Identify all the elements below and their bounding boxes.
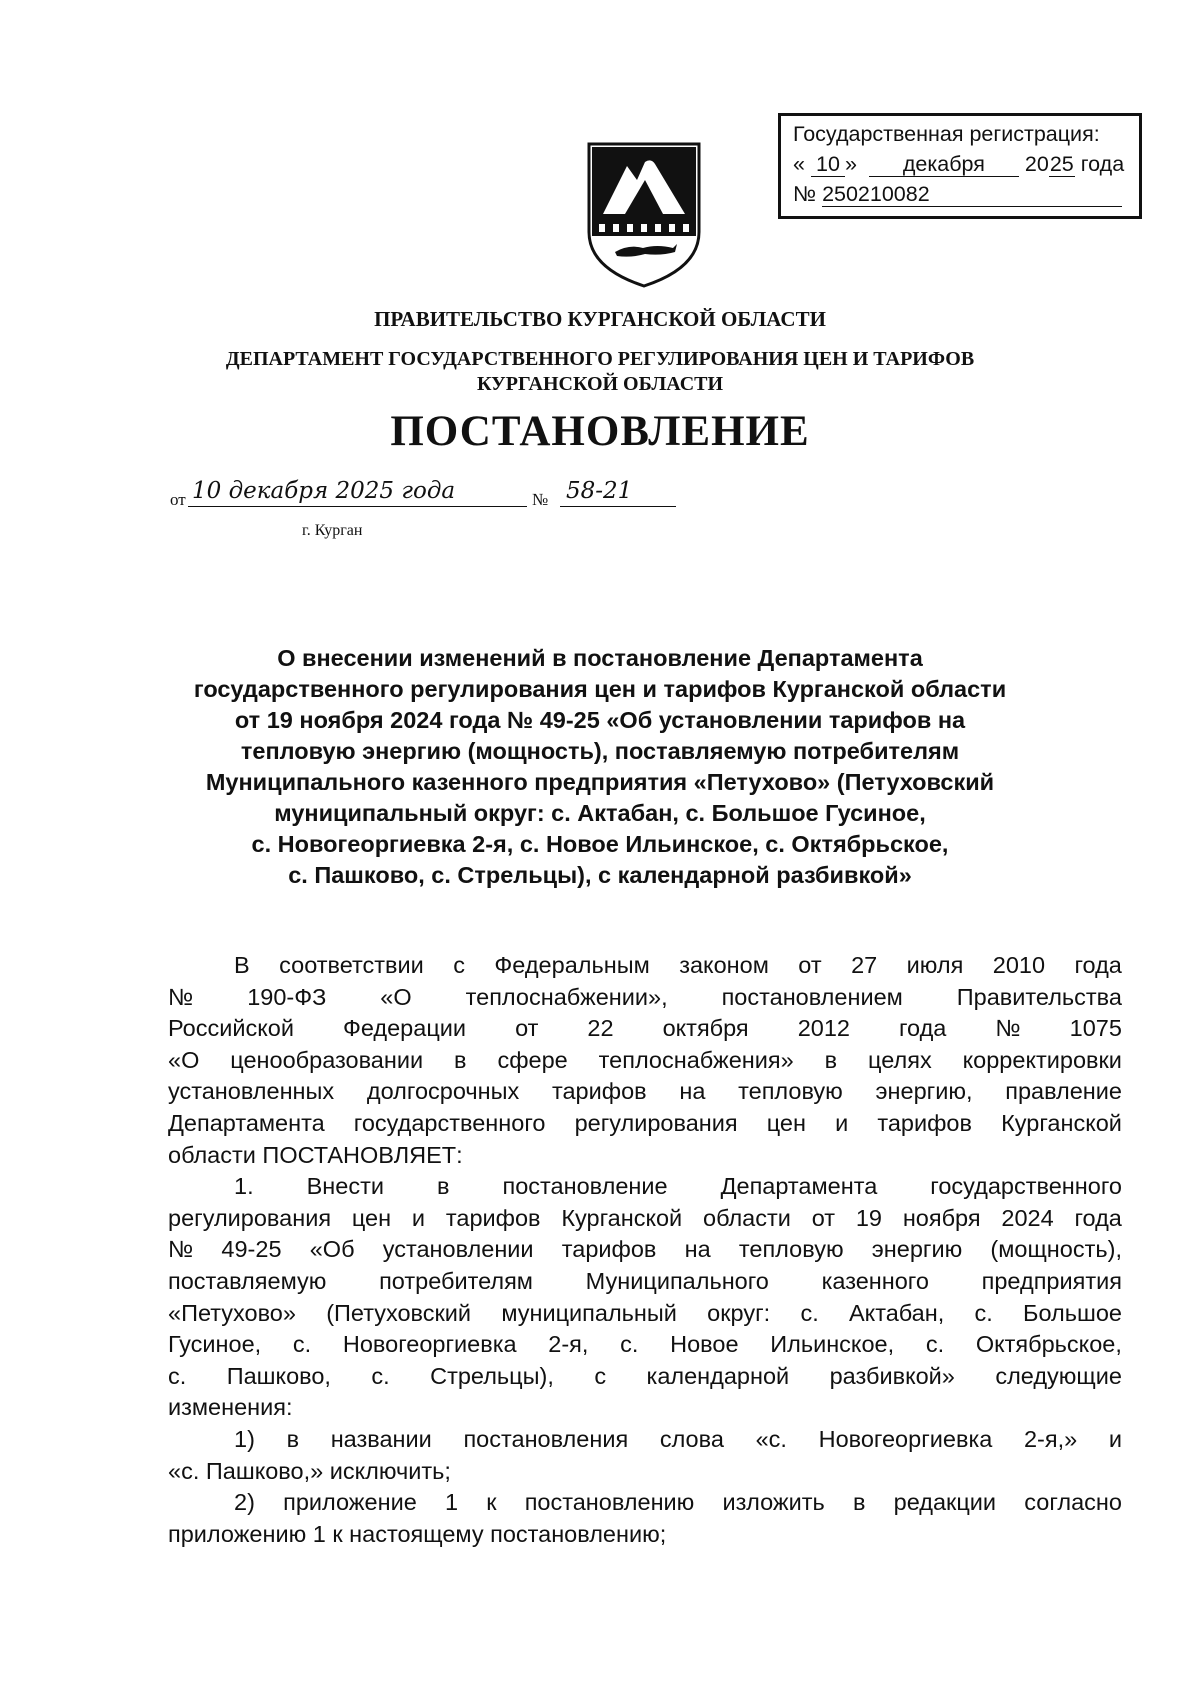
body-word: и — [411, 1204, 426, 1231]
body-word: постановления — [463, 1425, 629, 1452]
body-line: изменения: — [168, 1394, 293, 1421]
body-word: и — [835, 1109, 849, 1136]
body-line — [168, 1234, 1122, 1266]
body-word: Департамента — [168, 1109, 325, 1136]
body-word: государственного — [930, 1173, 1122, 1200]
body-word: цен — [351, 1204, 392, 1231]
body-word: с. — [168, 1362, 187, 1389]
body-line — [168, 1329, 1122, 1361]
body-word: муниципальный — [501, 1299, 677, 1326]
registration-number-label: № — [793, 182, 817, 206]
body-word: № — [995, 1015, 1021, 1042]
title-line: тепловую энергию (мощность), поставляемую потребителям — [240, 738, 960, 764]
body-word: Курганской — [1001, 1109, 1122, 1136]
body-word: 1 — [444, 1489, 459, 1516]
body-line — [168, 1013, 1122, 1045]
date-number-row — [170, 478, 633, 510]
body-word: Октябрьское, — [975, 1331, 1122, 1358]
body-word: 19 — [855, 1204, 882, 1231]
body-word: и — [1108, 1425, 1122, 1452]
body-line: приложению 1 к настоящему постановлению; — [168, 1520, 667, 1547]
body-word: тарифов — [445, 1204, 541, 1231]
body-word: Большое — [1023, 1299, 1122, 1326]
body-word: Новогеоргиевка — [818, 1425, 993, 1452]
body-word: с. — [800, 1299, 819, 1326]
body-word: (мощность), — [990, 1236, 1122, 1263]
registration-number-row — [793, 184, 1122, 207]
body-word: 27 — [851, 952, 878, 978]
coat-of-arms-emblem — [585, 140, 703, 288]
body-word: на — [679, 1078, 706, 1105]
body-word: казенного — [821, 1267, 929, 1294]
body-word: законом — [679, 952, 769, 978]
body-word: года — [1074, 952, 1122, 978]
department-name-line-2: КУРГАНСКОЙ ОБЛАСТИ — [476, 373, 724, 395]
body-word: в — [437, 1173, 450, 1200]
body-word: долгосрочных — [366, 1078, 520, 1105]
body-word: года — [1074, 1204, 1122, 1231]
body-line — [168, 950, 1122, 982]
body-word: 2-я, — [548, 1331, 589, 1358]
body-word: с. — [371, 1362, 390, 1389]
body-word: энергию — [871, 1236, 963, 1263]
body-word: ноября — [902, 1204, 981, 1231]
body-word: Правительства — [956, 983, 1122, 1010]
body-word: от — [515, 1015, 539, 1042]
body-word: на — [684, 1236, 711, 1263]
body-word: ценообразовании — [230, 1046, 424, 1073]
body-word: с — [594, 1362, 607, 1389]
body-word: регулирования — [168, 1204, 332, 1231]
city-name: г. Курган — [302, 522, 363, 539]
title-line: с. Новогеоргиевка 2-я, с. Новое Ильинское, с. Октябрьское, — [251, 831, 949, 857]
body-line — [168, 1045, 1122, 1077]
body-word: «Об — [309, 1236, 355, 1263]
registration-stamp — [778, 113, 1142, 219]
body-word: приложение — [283, 1489, 417, 1516]
body-line — [168, 1298, 1122, 1330]
body-word: сфере — [497, 1046, 568, 1073]
body-word: тепловую — [738, 1078, 843, 1105]
body-word: теплоснабжения» — [598, 1046, 794, 1073]
from-label: от — [170, 490, 186, 509]
body-word: тепловую — [738, 1236, 844, 1263]
body-word: Российской — [168, 1015, 294, 1042]
body-word: Курганской — [561, 1204, 683, 1231]
body-line — [168, 1171, 1122, 1203]
body-word: в — [824, 1046, 838, 1073]
body-word: с — [453, 952, 465, 978]
body-line — [168, 1076, 1122, 1108]
body-word: 2012 — [797, 1015, 850, 1042]
registration-day-close-quote: » — [844, 152, 857, 176]
document-title — [150, 643, 1050, 891]
body-word: «Петухово» — [168, 1299, 296, 1326]
registration-number: 250210082 — [822, 184, 1122, 207]
body-word: 1. — [234, 1173, 254, 1200]
body-word: 2024 — [1001, 1204, 1054, 1231]
body-word: «с. — [755, 1425, 787, 1452]
body-word: слова — [659, 1425, 724, 1452]
body-word: Внести — [306, 1173, 384, 1200]
body-word: корректировки — [962, 1046, 1122, 1073]
body-word: Федеральным — [494, 952, 650, 978]
body-word: Актабан, — [848, 1299, 945, 1326]
body-word: следующие — [995, 1362, 1122, 1389]
body-word: изложить — [722, 1489, 825, 1516]
body-word: тарифов — [551, 1078, 647, 1105]
body-line — [168, 982, 1122, 1014]
body-word: цен — [766, 1109, 806, 1136]
body-word: постановление — [502, 1173, 668, 1200]
body-word: № — [168, 983, 194, 1010]
title-line: муниципальный округ: с. Актабан, с. Большое Гусиное, — [274, 800, 926, 826]
body-word: государственного — [353, 1109, 546, 1136]
body-word: установлении — [382, 1236, 534, 1263]
body-word: № — [168, 1236, 194, 1263]
body-word: поставляемую — [168, 1267, 327, 1294]
body-word: июля — [906, 952, 964, 978]
body-word: 2010 — [992, 952, 1046, 978]
body-word: 2-я,» — [1023, 1425, 1078, 1452]
body-word: с. — [974, 1299, 993, 1326]
body-line — [168, 1424, 1122, 1456]
registration-year-suffix: 25 — [1049, 152, 1074, 176]
body-word: Стрельцы), — [430, 1362, 554, 1389]
body-word: в — [454, 1046, 467, 1073]
body-line — [168, 1108, 1122, 1140]
document-body — [168, 950, 1122, 1550]
body-word: Муниципального — [585, 1267, 769, 1294]
body-line — [168, 1361, 1122, 1393]
body-word: постановлением — [721, 983, 903, 1010]
body-word: 22 — [587, 1015, 614, 1042]
body-word: Департамента — [720, 1173, 878, 1200]
body-word: Ильинское, — [770, 1331, 895, 1358]
registration-day-open-quote: « — [793, 152, 805, 176]
body-word: округ: — [707, 1299, 771, 1326]
body-line — [168, 1203, 1122, 1235]
body-word: Новое — [670, 1331, 739, 1358]
body-word: 2) — [234, 1489, 255, 1516]
body-word: теплоснабжении», — [465, 983, 668, 1010]
registration-year-word: года — [1080, 152, 1125, 176]
body-word: целях — [868, 1046, 932, 1073]
body-word: в — [852, 1489, 866, 1516]
body-word: года — [898, 1015, 947, 1042]
body-word: области — [703, 1204, 791, 1231]
document-type-heading: ПОСТАНОВЛЕНИЕ — [390, 408, 810, 455]
body-word: к — [486, 1489, 497, 1516]
registration-day: 10 — [811, 154, 845, 177]
body-line — [168, 1266, 1122, 1298]
body-word: Новогеоргиевка — [342, 1331, 517, 1358]
title-line: Муниципального казенного предприятия «Петухово» (Петуховский — [205, 769, 995, 795]
body-word: Гусиное, — [168, 1331, 262, 1358]
body-word: соответствии — [279, 952, 424, 978]
body-word: потребителям — [379, 1267, 533, 1294]
body-word: «О — [168, 1046, 200, 1073]
body-word: от — [798, 952, 822, 978]
body-word: тарифов — [561, 1236, 657, 1263]
body-word: В — [234, 952, 250, 978]
body-word: 1075 — [1069, 1015, 1122, 1042]
body-word: 49-25 — [221, 1236, 282, 1263]
body-word: с. — [620, 1331, 639, 1358]
body-word: в — [286, 1425, 300, 1452]
body-word: редакции — [893, 1489, 997, 1516]
body-word: правление — [1005, 1078, 1122, 1105]
body-word: Пашково, — [226, 1362, 331, 1389]
body-word: предприятия — [981, 1267, 1122, 1294]
body-word: от — [811, 1204, 836, 1231]
title-line: О внесении изменений в постановление Департамента — [277, 645, 923, 671]
body-word: 190-ФЗ — [247, 983, 327, 1010]
registration-month: декабря — [869, 154, 1019, 177]
handwritten-date: 10 декабря 2025 года — [188, 476, 527, 507]
body-word: 1) — [234, 1425, 255, 1452]
registration-year-prefix: 20 — [1024, 152, 1049, 176]
registration-title: Государственная регистрация: — [793, 122, 1100, 146]
body-word: названии — [330, 1425, 432, 1452]
title-line: государственного регулирования цен и тарифов Курганской области — [193, 676, 1007, 702]
body-word: (Петуховский — [326, 1299, 472, 1326]
body-line: «с. Пашково,» исключить; — [168, 1457, 451, 1484]
body-word: регулирования — [574, 1109, 738, 1136]
body-word: энергию, — [875, 1078, 973, 1105]
handwritten-number: 58-21 — [560, 476, 676, 507]
body-word: Федерации — [342, 1015, 467, 1042]
registration-date — [793, 154, 1124, 177]
body-word: разбивкой» — [829, 1362, 955, 1389]
body-word: с. — [925, 1331, 945, 1358]
government-name: ПРАВИТЕЛЬСТВО КУРГАНСКОЙ ОБЛАСТИ — [374, 307, 826, 331]
title-line: от 19 ноября 2024 года № 49-25 «Об установлении тарифов на — [234, 707, 966, 733]
body-word: с. — [292, 1331, 312, 1358]
body-word: постановлению — [524, 1489, 695, 1516]
body-word: календарной — [646, 1362, 790, 1389]
number-label: № — [532, 490, 549, 509]
body-word: «О — [380, 983, 412, 1010]
body-line — [168, 1487, 1122, 1519]
body-word: октября — [662, 1015, 749, 1042]
body-line: области ПОСТАНОВЛЯЕТ: — [168, 1141, 463, 1168]
body-word: установленных — [168, 1078, 335, 1105]
department-name-line-1: ДЕПАРТАМЕНТ ГОСУДАРСТВЕННОГО РЕГУЛИРОВАНИЯ ЦЕН И ТАРИФОВ — [225, 348, 975, 370]
body-word: тарифов — [877, 1109, 972, 1136]
body-word: согласно — [1024, 1489, 1122, 1516]
title-line: с. Пашково, с. Стрельцы), с календарной разбивкой» — [288, 862, 912, 888]
